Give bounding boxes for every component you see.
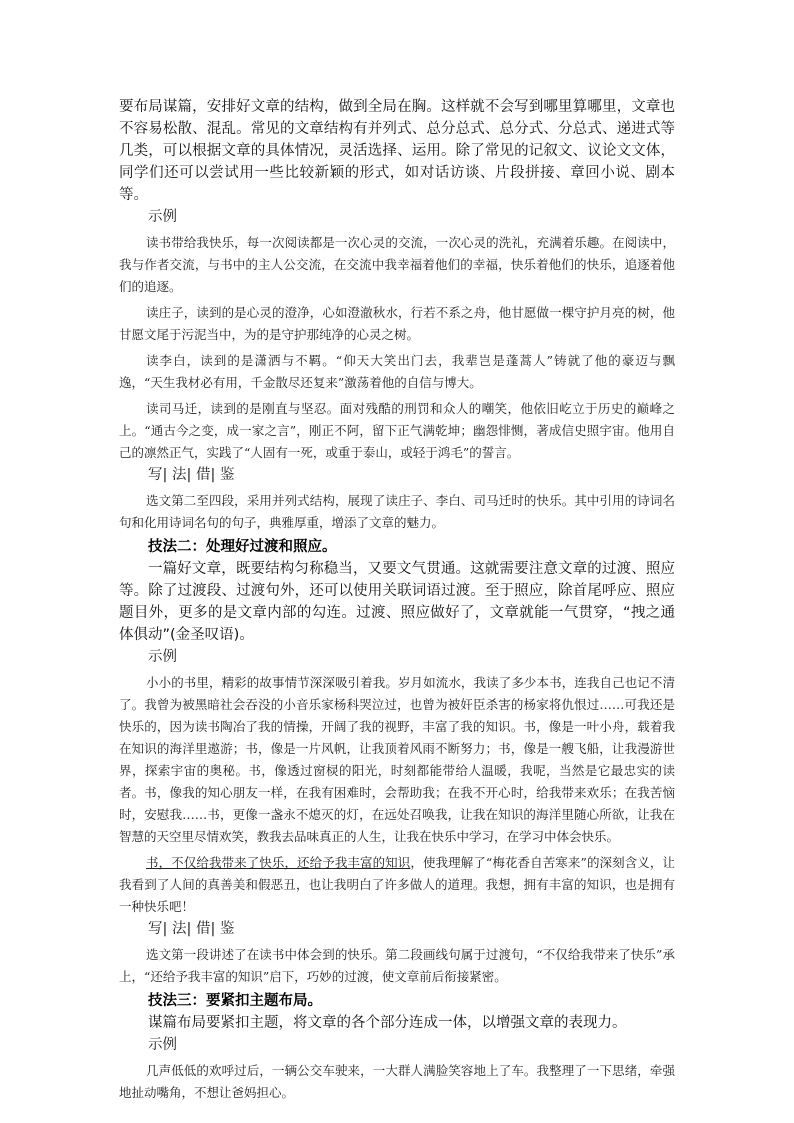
example-label: 示例 — [148, 209, 177, 225]
example-paragraph: 读庄子，读到的是心灵的澄净，心如澄澈秋水，行若不系之舟，他甘愿做一棵守护月亮的树，他甘愿文尾于污泥当中，为的是守护那纯净的心灵之树。 — [119, 305, 675, 342]
example-paragraph: 读司马迁，读到的是刚直与坚忍。面对残酷的刑罚和众人的嘲笑，他依旧屹立于历史的巅峰之上。“通古今之变，成一家之言”，刚正不阿，留下正气满乾坤；幽怨悱恻，著成信史照宇宙。他用自己的凛然正气，实践了“人固有一死，或重于泰山，或轻于鸿毛”的誓言。 — [119, 401, 675, 460]
example-text: ，使我理解了“梅花香自苦寒来”的深刻含义，让我看到了人间的真善美和假恶丑，也让我明白了许多做人的道理。我想，拥有丰富的知识，也是拥有一种快乐吧！ — [119, 855, 675, 914]
example-paragraph: 读书带给我快乐，每一次阅读都是一次心灵的交流，一次心灵的洗礼，充满着乐趣。在阅读中，我与作者交流，与书中的主人公交流，在交流中我幸福着他们的幸福，快乐着他们的快乐，追逐着他们的追逐。 — [119, 235, 675, 294]
example-paragraph — [119, 852, 675, 918]
intro-paragraph: 要布局谋篇，安排好文章的结构，做到全局在胸。这样就不会写到哪里算哪里，文章也不容易松散、混乱。常见的文章结构有并列式、总分总式、总分式、分总式、递进式等几类，可以根据文章的具体情况，灵活选择、运用。除了常见的记叙文、议论文文体，同学们还可以尝试用一些比较新颖的形式，如对话访谈、片段拼接、章回小说、剧本等。 — [119, 99, 675, 203]
review-label: 写| 法| 借| 鉴 — [148, 921, 235, 937]
content-column — [119, 96, 675, 1104]
example-label: 示例 — [148, 1037, 177, 1053]
transition-sentence: 书，不仅给我带来了快乐，还给予我丰富的知识 — [146, 855, 411, 870]
example-label: 示例 — [148, 649, 177, 665]
example-paragraph: 小小的书里，精彩的故事情节深深吸引着我。岁月如流水，我读了多少本书，连我自己也记不清了。我曾为被黑暗社会吞没的小音乐家杨科哭泣过，也曾为被奸臣杀害的杨家将仇恨过……可我还是快乐的，因为读书陶冶了我的情操，开阔了我的视野，丰富了我的知识。书，像是一叶小舟，载着我在知识的海洋里遨游；书，像是一片风帆，让我顶着风雨不断努力；书，像是一艘飞船，让我漫游世界，探索宇宙的奥秘。书，像透过窗棂的阳光，时刻都能带给人温暖，我呢，当然是它最忠实的读者。书，像我的知心朋友一样，在我有困难时，会帮助我；在我不开心时，给我带来欢乐；在我苦恼时，安慰我……书，更像一盏永不熄灭的灯，在远处召唤我，让我在知识的海洋里随心所欲，让我在智慧的天空里尽情欢笑，教我去品味真正的人生，让我在快乐中学习，在学习中体会快乐。 — [119, 675, 675, 844]
review-paragraph: 选文第二至四段，采用并列式结构，展现了读庄子、李白、司马迁时的快乐。其中引用的诗词名句和化用诗词名句的句子，典雅厚重，增添了文章的魅力。 — [119, 493, 675, 530]
example-paragraph: 几声低低的欢呼过后，一辆公交车驶来，一大群人满脸笑容地上了车。我整理了一下思绪，牵强地扯动嘴角，不想让爸妈担心。 — [119, 1063, 675, 1100]
body-paragraph: 谋篇布局要紧扣主题，将文章的各个部分连成一体，以增强文章的表现力。 — [148, 1015, 627, 1031]
review-label: 写| 法| 借| 鉴 — [148, 467, 235, 483]
review-paragraph: 选文第一段讲述了在读书中体会到的快乐。第二段画线句属于过渡句，“不仅给我带来了快乐”承上，“还给予我丰富的知识”启下，巧妙的过渡，使文章前后衔接紧密。 — [119, 947, 675, 984]
example-paragraph: 读李白，读到的是潇洒与不羁。“仰天大笑出门去，我辈岂是蓬蒿人”铸就了他的豪迈与飘逸，“天生我材必有用，千金散尽还复来”激荡着他的自信与博大。 — [119, 353, 675, 390]
body-paragraph: 一篇好文章，既要结构匀称稳当，又要文气贯通。这就需要注意文章的过渡、照应等。除了过渡段、过渡句外，还可以使用关联词语过渡。至于照应，除首尾呼应、照应题目外，更多的是文章内部的勾连。过渡、照应做好了，文章就能一气贯穿，“拽之通体俱动”(金圣叹语)。 — [119, 561, 675, 643]
section-heading: 技法三：要紧扣主题布局。 — [148, 993, 322, 1009]
section-heading: 技法二：处理好过渡和照应。 — [148, 539, 337, 555]
